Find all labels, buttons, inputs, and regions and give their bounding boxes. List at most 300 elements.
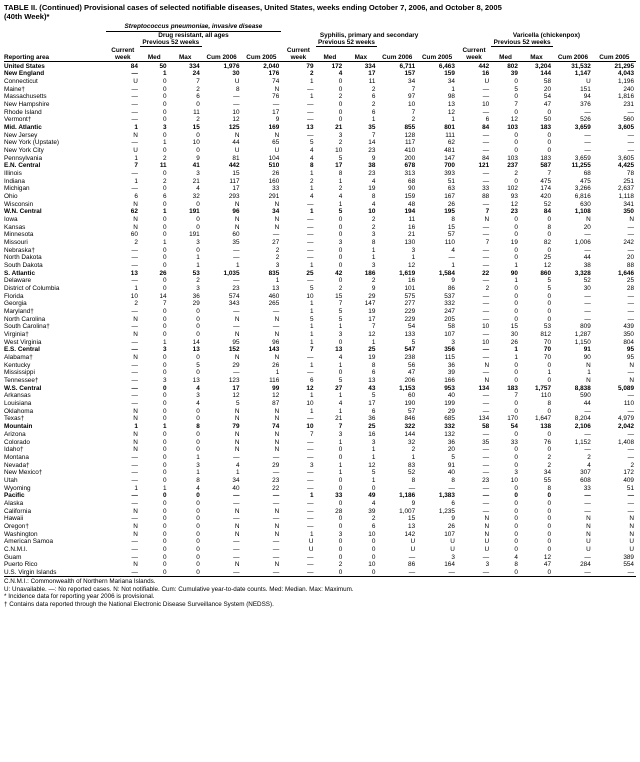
row-cell: 4 [235,461,240,469]
row-cell: 15 [510,323,518,331]
row-cell: — [272,545,280,553]
row-cell: 12 [368,461,376,469]
row-cell: — [131,100,138,108]
row-cell: — [584,108,591,116]
row-cell: 17 [232,185,240,193]
row-cell: — [272,469,280,477]
row-area-label: Mississippi [4,369,35,377]
page-title-line1: TABLE II. (Continued) Provisional cases of selected notifiable diseases, United States, weeks ending October 7, 2006, and October 8, 2005 [4,3,502,12]
row-cell: 3 [371,231,376,239]
row-cell: 0 [371,568,376,576]
page-title [4,3,636,21]
row-cell: N [133,446,138,454]
row-cell: — [233,323,240,331]
row-cell: N [274,85,280,93]
row-cell: 5 [338,315,343,323]
row-cell: 442 [228,162,240,170]
row-cell: 0 [514,139,518,147]
row-cell: 0 [163,131,167,139]
row-cell: N [133,216,138,224]
row-cell: 17 [368,70,376,78]
row-cell: 95 [232,338,240,346]
row-cell: 1 [196,262,200,270]
row-cell: 6 [485,116,490,124]
row-cell: 0 [338,568,343,576]
row-cell: 33 [335,492,343,500]
row-cell: 4 [196,484,200,492]
table-row [4,469,636,477]
row-cell: 0 [514,492,518,500]
row-cell: — [584,568,591,576]
row-cell: — [482,484,490,492]
row-cell: 174 [540,185,552,193]
row-cell: 13 [306,123,314,131]
row-cell: 0 [196,323,200,331]
row-cell: 1,619 [399,269,416,277]
row-cell: 1 [163,484,167,492]
row-cell: 62 [130,208,138,216]
row-cell: — [307,469,314,477]
row-cell: 0 [196,223,200,231]
row-cell: 1 [451,85,455,93]
row-cell: 30 [583,285,591,293]
row-cell: N [484,216,490,224]
row-cell: 88 [482,193,490,200]
row-cell: 13 [130,269,138,277]
row-cell: N [629,216,634,224]
row-cell: 0 [514,216,518,224]
row-cell: 1 [235,262,240,270]
row-cell: 1,147 [574,70,591,78]
row-cell: N [274,131,280,139]
row-cell: U [586,77,591,85]
row-cell: 439 [623,323,634,331]
row-cell: 0 [547,292,552,300]
row-cell: N [133,522,138,530]
row-cell: 1 [134,177,138,185]
row-cell: 229 [404,315,416,323]
row-cell: 2 [587,453,591,461]
row-cell: 2 [371,85,376,93]
row-cell: 4 [338,70,343,78]
row-area-label: Virginia† [4,331,29,339]
row-cell: 22 [482,269,490,277]
table-row [4,277,636,285]
row-cell: — [307,553,314,561]
row-cell: 13 [335,346,343,354]
row-cell: 12 [272,392,280,400]
row-cell: 2 [547,461,552,469]
row-cell: 0 [163,499,167,507]
row-cell: 6,816 [574,193,591,200]
table-row [4,385,636,393]
row-area-label: Guam [4,553,22,561]
row-cell: 21,295 [614,62,634,70]
col-current-week-3: Current week [462,46,486,62]
row-cell: — [584,507,591,515]
table-row [4,369,636,377]
row-cell: 117 [404,139,416,147]
row-cell: — [584,146,591,154]
row-cell: 10 [306,400,314,408]
row-cell: 1 [514,346,518,354]
row-cell: 8 [514,561,518,569]
row-cell: — [131,369,138,377]
row-cell: — [307,369,314,377]
row-cell: 10 [335,146,343,154]
row-cell: — [272,453,280,461]
row-cell: 2 [338,139,343,147]
row-area-label: New York City [4,146,44,154]
row-cell: 376 [580,100,591,108]
row-cell: — [307,239,314,247]
row-cell: 237 [507,162,518,170]
row-cell: — [131,346,138,354]
row-cell: — [233,369,240,377]
row-cell: 0 [163,285,167,293]
row-cell: — [233,499,240,507]
row-cell: 2 [411,116,416,124]
row-cell: N [234,415,240,423]
row-cell: 57 [447,231,455,239]
row-cell: N [586,377,591,385]
row-cell: 8 [235,85,240,93]
row-cell: 169 [268,123,280,131]
row-cell: 0 [163,400,167,408]
row-cell: N [234,354,240,362]
row-cell: 167 [444,193,455,200]
header-row-subgroup [4,31,636,39]
row-cell: 87 [272,400,280,408]
row-cell: 1 [371,116,376,124]
row-cell: 678 [404,162,416,170]
row-cell: 247 [444,308,455,316]
row-cell: 0 [163,530,167,538]
row-cell: 5 [338,308,343,316]
row-area-label: Iowa [4,216,18,224]
row-cell: 21 [192,177,200,185]
row-cell: 104 [268,154,280,162]
row-cell: 1 [163,70,167,78]
row-cell: 1 [514,354,518,362]
row-cell: — [272,323,280,331]
row-cell: U [410,538,416,546]
row-cell: — [307,100,314,108]
row-cell: N [133,438,138,446]
table-row [4,85,636,93]
row-cell: 4 [451,246,455,254]
row-area-label: S. Atlantic [4,269,36,277]
row-cell: 0 [163,553,167,561]
row-cell: — [482,568,490,576]
row-cell: 1,006 [574,239,591,247]
row-area-label: Kentucky [4,361,31,369]
row-cell: 34 [543,469,552,477]
row-cell: 21 [335,123,343,131]
row-cell: 6,711 [399,62,416,70]
row-cell: 0 [514,545,518,553]
row-cell: 121 [478,162,490,170]
row-cell: — [131,254,138,262]
row-area-label: Maine† [4,85,25,93]
row-cell: U [274,146,280,154]
row-cell: 3,659 [574,123,591,131]
row-cell: 630 [580,200,591,208]
row-cell: — [627,507,634,515]
row-cell: 0 [371,545,376,553]
row-cell: N [133,530,138,538]
row-area-label: Delaware [4,277,31,285]
row-cell: 91 [583,346,591,354]
row-cell: — [482,146,490,154]
row-cell: — [627,246,634,254]
row-cell: 33 [272,185,280,193]
row-cell: 1 [163,338,167,346]
row-cell: 26 [272,169,280,177]
row-cell: — [448,254,455,262]
row-cell: 32 [408,438,416,446]
table-row [4,523,636,531]
row-cell: 10 [130,292,138,300]
row-cell: 14 [159,292,167,300]
table-row [4,216,636,224]
row-cell: — [272,308,280,316]
row-cell: 9 [451,515,455,523]
row-cell: — [627,430,634,438]
row-cell: 0 [163,369,167,377]
row-cell: 1,647 [535,415,552,423]
row-cell: 1 [134,154,138,162]
row-cell: 58 [482,423,490,431]
row-cell: — [408,553,416,561]
row-cell: 341 [623,200,634,208]
row-cell: 1 [338,200,343,208]
row-cell: 164 [444,561,455,569]
row-area-label: Mountain [4,423,33,431]
row-cell: 157 [404,70,416,78]
row-cell: N [133,315,138,323]
row-cell: 30 [232,70,240,78]
row-cell: — [233,553,240,561]
row-cell: 147 [364,300,376,308]
row-cell: 2,040 [263,62,280,70]
row-cell: 3 [163,346,167,354]
row-cell: 25 [306,269,314,277]
row-cell: 10 [192,139,200,147]
row-cell: 110 [444,239,455,247]
row-cell: — [131,116,138,124]
row-cell: 12 [543,262,552,270]
row-cell: 68 [408,177,416,185]
row-area-label: Alabama† [4,354,33,362]
row-cell: 52 [543,200,552,208]
row-cell: 172 [331,62,343,70]
row-cell: U [450,545,455,553]
row-cell: 2 [411,446,416,454]
row-cell: — [307,131,314,139]
row-cell: 42 [335,269,343,277]
row-cell: 1 [309,530,314,538]
row-area-label: Nebraska† [4,246,35,254]
row-cell: — [482,177,490,185]
row-cell: — [627,568,634,576]
row-cell: 0 [514,285,518,293]
row-cell: 23 [272,476,280,484]
row-cell: 51 [626,484,634,492]
row-cell: 47 [543,561,552,569]
row-cell: 28 [335,507,343,515]
row-cell: 7 [547,169,552,177]
row-cell: 1 [309,300,314,308]
row-cell: 186 [364,269,376,277]
row-cell: 26 [159,269,167,277]
table-row [4,538,636,546]
row-cell: N [133,331,138,339]
row-cell: 1 [275,277,280,285]
row-cell: 0 [514,446,518,454]
row-cell: 0 [514,453,518,461]
row-cell: 40 [447,469,455,477]
row-cell: 0 [196,507,200,515]
row-cell: 84 [543,208,552,216]
row-cell: 12 [232,116,240,124]
row-cell: N [586,361,591,369]
table-row [4,553,636,561]
row-cell: 10 [306,292,314,300]
footnote-provisional: * Incidence data for reporting year 2006 is provisional. [4,593,155,601]
footnote-legend: U: Unavailable. —: No reported cases. N: Not notifiable. Cum: Cumulative year-to-date counts. Med: Median. Max: Maximum. [4,585,354,593]
row-cell: 0 [163,392,167,400]
row-cell: 20 [543,85,552,93]
row-cell: 4 [371,499,376,507]
row-cell: — [131,568,138,576]
row-cell: 1,118 [618,193,634,200]
row-cell: 1,408 [618,438,634,446]
row-cell: — [307,415,314,423]
row-cell: 38 [583,262,591,270]
table-row [4,300,636,308]
row-cell: 3 [338,331,343,339]
row-cell: 0 [338,223,343,231]
row-cell: 0 [547,430,552,438]
table-row [4,239,636,247]
row-cell: 1 [309,208,314,216]
row-cell: 2 [371,223,376,231]
row-area-label: Indiana [4,177,25,185]
row-cell: 0 [547,545,552,553]
row-cell: 8 [196,476,200,484]
row-cell: — [131,545,138,553]
row-cell: 7 [309,430,314,438]
row-cell: 2 [196,85,200,93]
row-cell: 117 [229,177,240,185]
row-cell: 9 [371,285,376,293]
row-cell: N [234,216,240,224]
row-cell: N [274,354,280,362]
row-cell: 111 [445,131,455,139]
row-cell: 142 [404,530,416,538]
row-cell: 0 [163,469,167,477]
row-cell: — [131,85,138,93]
row-cell: 0 [196,131,200,139]
row-cell: 7 [309,346,314,354]
row-cell: N [234,507,240,515]
row-cell: 8 [338,169,343,177]
row-cell: — [272,568,280,576]
row-cell: 410 [404,146,416,154]
row-cell: 78 [626,169,634,177]
row-cell: N [234,446,240,454]
row-cell: 0 [514,77,518,85]
row-cell: 1 [275,369,280,377]
row-cell: 84 [482,154,490,162]
row-cell: 27 [272,239,280,247]
row-cell: 0 [338,216,343,224]
row-cell: 19 [368,308,376,316]
row-cell: 12 [408,262,416,270]
row-cell: 97 [408,93,416,101]
row-cell: — [627,308,634,316]
row-cell: — [482,446,490,454]
row-cell: 5 [338,208,343,216]
row-cell: 143 [268,346,280,354]
row-cell: 70 [543,338,552,346]
row-cell: 9 [196,154,200,162]
row-cell: 170 [507,415,518,423]
row-cell: 0 [338,484,343,492]
row-cell: 13 [368,377,376,385]
row-cell: — [482,292,490,300]
row-cell: 39 [368,507,376,515]
row-cell: 26 [447,200,455,208]
row-cell: 2 [547,453,552,461]
row-cell: 15 [447,223,455,231]
row-cell: 23 [232,285,240,293]
row-cell: 90 [408,185,416,193]
row-cell: 4 [196,400,200,408]
row-cell: 23 [482,476,490,484]
row-cell: U [410,545,416,553]
row-cell: 1 [196,254,200,262]
row-cell: — [131,323,138,331]
row-cell: 322 [404,423,416,431]
footnote-cnmi: C.N.M.I.: Commonwealth of Northern Mariana Islands. [4,578,156,586]
row-cell: 29 [192,300,200,308]
row-cell: — [131,515,138,523]
row-cell: 0 [514,568,518,576]
row-cell: 4 [309,146,314,154]
row-cell: 47 [408,369,416,377]
row-area-label: New Mexico† [4,469,43,477]
row-cell: 7 [134,162,138,170]
row-cell: 1 [309,361,314,369]
row-cell: 460 [268,292,280,300]
row-cell: 0 [338,100,343,108]
row-cell: 9 [275,116,280,124]
row-area-label: South Carolina† [4,323,50,331]
col-med-1: Med [147,54,161,62]
row-cell: 11,255 [571,162,591,170]
row-cell: 229 [404,308,416,316]
row-cell: 291 [268,193,280,200]
row-cell: — [584,553,591,561]
row-cell: — [307,223,314,231]
row-cell: 0 [338,338,343,346]
row-cell: 0 [547,139,552,147]
row-cell: 1 [134,285,138,293]
row-cell: 0 [163,277,167,285]
row-cell: — [307,254,314,262]
